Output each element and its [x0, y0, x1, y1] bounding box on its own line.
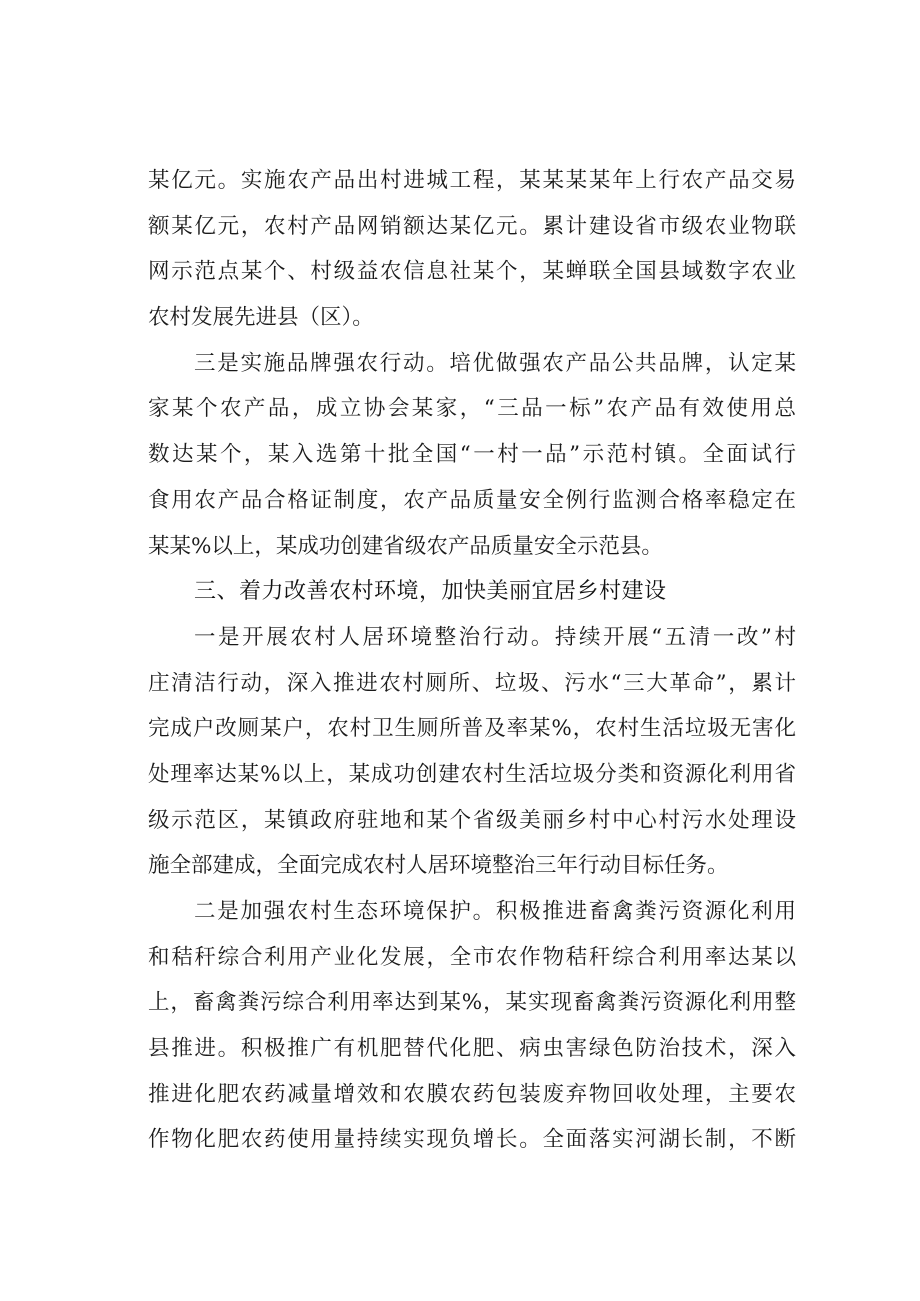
paragraph-2-line-2: 家某个农产品，成立协会某家，“三品一标”农产品有效使用总	[148, 396, 796, 422]
paragraph-4-line-3: 上，畜禽粪污综合利用率达到某%，某实现畜禽粪污资源化利用整	[148, 990, 796, 1016]
paragraph-4-line-6: 作物化肥农药使用量持续实现负增长。全面落实河湖长制，不断	[148, 1127, 796, 1153]
paragraph-4-line-4: 县推进。积极推广有机肥替代化肥、病虫害绿色防治技术，深入	[148, 1036, 796, 1062]
document-body	[148, 158, 796, 1163]
paragraph-3-line-3: 完成户改厕某户，农村卫生厕所普及率某%，农村生活垃圾无害化	[148, 716, 796, 742]
paragraph-1-line-2: 额某亿元，农村产品网销额达某亿元。累计建设省市级农业物联	[148, 213, 796, 239]
paragraph-4-line-1: 二是加强农村生态环境保护。积极推进畜禽粪污资源化利用	[194, 899, 796, 924]
paragraph-2-line-1: 三是实施品牌强农行动。培优做强农产品公共品牌，认定某	[194, 350, 796, 376]
paragraph-2-line-5: 某某%以上，某成功创建省级农产品质量安全示范县。	[148, 533, 663, 559]
paragraph-1-line-1: 某亿元。实施农产品出村进城工程，某某某某年上行农产品交易	[148, 168, 796, 193]
paragraph-4-line-2: 和秸秆综合利用产业化发展，全市农作物秸秆综合利用率达某以	[148, 944, 796, 970]
paragraph-3-line-2: 庄清洁行动，深入推进农村厕所、垃圾、污水“三大革命”，累计	[148, 670, 796, 696]
paragraph-1-line-4: 农村发展先进县（区）。	[148, 305, 374, 331]
paragraph-4-line-5: 推进化肥农药减量增效和农膜农药包装废弃物回收处理，主要农	[148, 1081, 796, 1107]
paragraph-2-line-4: 食用农产品合格证制度，农产品质量安全例行监测合格率稳定在	[148, 487, 796, 513]
paragraph-3-line-5: 级示范区，某镇政府驻地和某个省级美丽乡村中心村污水处理设	[148, 807, 796, 833]
paragraph-2-line-3: 数达某个，某入选第十批全国“一村一品”示范村镇。全面试行	[148, 442, 796, 468]
paragraph-3-line-4: 处理率达某%以上，某成功创建农村生活垃圾分类和资源化利用省	[148, 761, 796, 787]
paragraph-3-line-1: 一是开展农村人居环境整治行动。持续开展“五清一改”村	[194, 624, 796, 650]
paragraph-3-line-6: 施全部建成，全面完成农村人居环境整治三年行动目标任务。	[148, 853, 729, 879]
paragraph-1-line-3: 网示范点某个、村级益农信息社某个，某蝉联全国县域数字农业	[148, 259, 796, 285]
section-heading: 三、着力改善农村环境，加快美丽宜居乡村建设	[194, 579, 667, 605]
